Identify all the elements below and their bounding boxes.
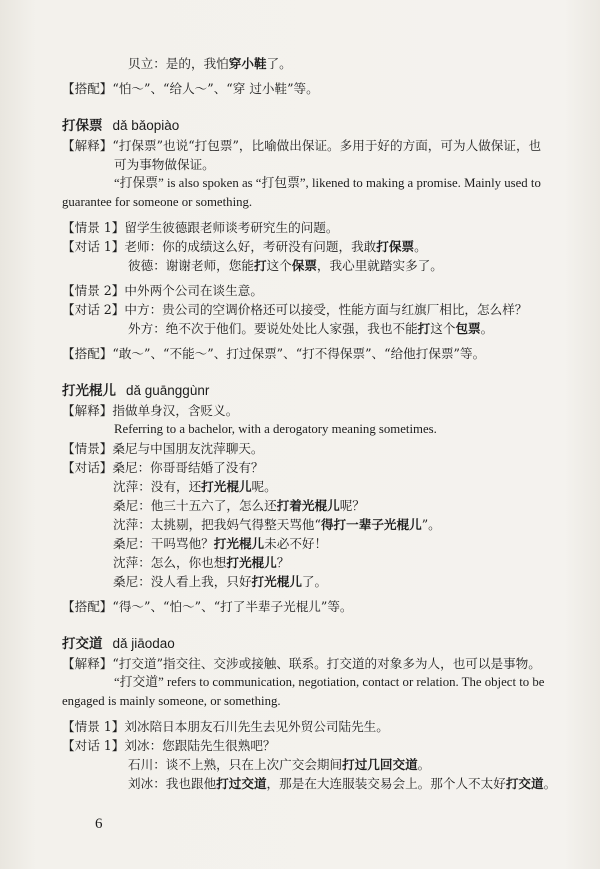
dialog-line: 贝立：是的，我怕穿小鞋了。 [128,56,292,71]
entry-pinyin: dǎ guānggùnr [126,383,210,398]
scene-line: 【情景】桑尼与中国朋友沈萍聊天。 [62,441,264,456]
page-content [62,54,592,793]
entry-heading [62,634,592,654]
explanation-line: 可为事物做保证。 [114,157,215,172]
dialog-line: 【对话 2】中方：贵公司的空调价格还可以接受，性能方面与红旗厂相比，怎么样？ [62,302,528,317]
english-explanation: guarantee for someone or something. [62,195,253,209]
dialog-line: 桑尼：没人看上我，只好打光棍儿了。 [113,574,328,589]
explanation-line: 【解释】“打交道”指交往、交涉或接触、联系。打交道的对象多为人，也可以是事物。 [62,656,541,671]
dialog-line: 【对话 1】刘冰：您跟陆先生很熟吧？ [62,738,276,753]
entry-pinyin: dǎ jiāodao [112,636,175,651]
entry-heading [62,381,592,401]
entry-word: 打光棍儿 [62,383,116,399]
explanation-line: 【解释】“打保票”也说“打包票”，比喻做出保证。多用于好的方面，可为人做保证，也 [62,138,542,153]
dialog-line: 桑尼：他三十五六了，怎么还打着光棍儿呢？ [113,498,365,513]
entry-word: 打交道 [62,636,103,652]
collocation-line: 【搭配】“得～”、“怕～”、“打了半辈子光棍儿”等。 [62,599,353,614]
entry-word: 打保票 [62,118,103,134]
dialog-line: 沈萍：没有，还打光棍儿呢。 [113,479,277,494]
dialog-line: 外方：绝不次于他们。要说处处比人家强，我也不能打这个包票。 [128,321,494,336]
page-number: 6 [95,816,103,832]
english-explanation: “打保票” is also spoken as “打包票”, likened to making a promise. Mainly used to [114,176,541,190]
dialog-line: 【对话 1】老师：你的成绩这么好，考研没有问题，我敢打保票。 [62,239,427,254]
collocation-line: 【搭配】“敢～”、“不能～”、打过保票”、“打不得保票”、“给他打保票”等。 [62,346,486,361]
collocation-line: 【搭配】“怕～”、“给人～”、“穿 过小鞋”等。 [62,81,319,96]
dialog-line: 刘冰：我也跟他打过交道，那是在大连服装交易会上。那个人不太好打交道。 [128,776,557,791]
entry-heading [62,116,592,136]
dialog-line: 石川：谈不上熟，只在上次广交会期间打过几回交道。 [128,757,431,772]
explanation-line: 【解释】指做单身汉，含贬义。 [62,403,239,418]
dialog-line: 桑尼：干吗骂他？打光棍儿未必不好！ [113,536,328,551]
english-explanation: Referring to a bachelor, with a derogatory meaning sometimes. [114,422,437,436]
scene-line: 【情景 2】中外两个公司在谈生意。 [62,283,263,298]
dialog-line: 【对话】桑尼：你哥哥结婚了没有？ [62,460,264,475]
dialog-line: 沈萍：太挑剔，把我妈气得整天骂他“得打一辈子光棍儿”。 [113,517,441,532]
dialog-line: 沈萍：怎么，你也想打光棍儿？ [113,555,290,570]
scene-line: 【情景 1】留学生彼德跟老师谈考研究生的问题。 [62,220,339,235]
dialog-line: 彼德：谢谢老师，您能打这个保票，我心里就踏实多了。 [128,258,443,273]
entry-pinyin: dǎ bǎopiào [112,118,180,133]
english-explanation: “打交道” refers to communication, negotiation, contact or relation. The object to be [114,675,545,689]
english-explanation: engaged is mainly someone, or something. [62,694,281,708]
scene-line: 【情景 1】刘冰陪日本朋友石川先生去见外贸公司陆先生。 [62,719,389,734]
